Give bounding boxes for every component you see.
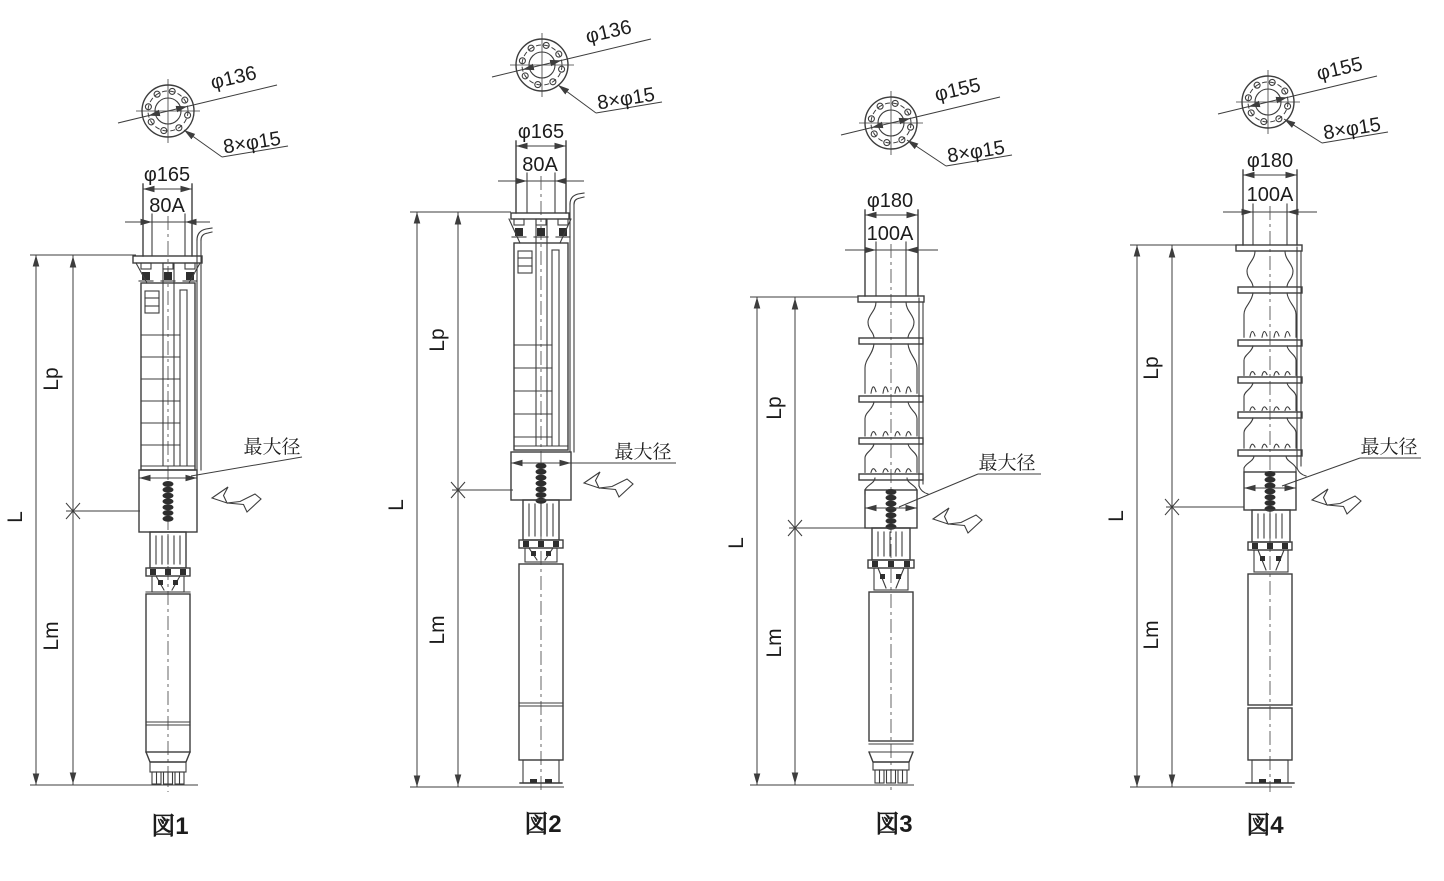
flow-direction-icon bbox=[933, 508, 982, 533]
bolt-pattern-label: 8×φ15 bbox=[945, 136, 1007, 168]
flange-top-view bbox=[492, 16, 662, 114]
pump-length-label: Lp bbox=[426, 328, 449, 352]
outlet-diameter-label: φ165 bbox=[517, 121, 565, 143]
power-cable-coil bbox=[536, 463, 547, 504]
flange-top-view bbox=[118, 62, 288, 158]
flange-diameter-label: φ136 bbox=[208, 62, 259, 95]
figure-caption: 図4 bbox=[1246, 812, 1284, 839]
total-length-label: L bbox=[1105, 510, 1128, 522]
bore-size-label: 100A bbox=[1246, 184, 1294, 206]
suction-strainer bbox=[150, 532, 186, 568]
figure-2 bbox=[385, 16, 676, 838]
bore-size-label: 80A bbox=[522, 154, 558, 176]
figure-4 bbox=[1105, 53, 1421, 839]
power-cable-coil bbox=[1265, 471, 1276, 512]
suction-strainer bbox=[1252, 510, 1290, 542]
bolt-pattern-label: 8×φ15 bbox=[1321, 113, 1383, 145]
bolt-pattern-label: 8×φ15 bbox=[221, 127, 283, 159]
outlet-diameter-label: φ180 bbox=[866, 190, 914, 212]
cable-guard bbox=[1297, 247, 1306, 476]
power-cable-coil bbox=[163, 481, 174, 522]
motor-body bbox=[1246, 574, 1294, 787]
total-length-label: L bbox=[4, 511, 27, 523]
flange-top-view bbox=[841, 74, 1012, 167]
outlet-diameter-label: φ180 bbox=[1246, 150, 1294, 172]
motor-length-label: Lm bbox=[1140, 620, 1163, 650]
pump-length-label: Lp bbox=[763, 396, 786, 420]
max-diameter-label: 最大径 bbox=[1360, 437, 1418, 458]
outlet-dimensions bbox=[1223, 150, 1317, 212]
motor-length-label: Lm bbox=[40, 621, 63, 651]
flow-direction-icon bbox=[1312, 489, 1361, 514]
power-cable-coil bbox=[886, 489, 897, 530]
cable-guard bbox=[570, 193, 584, 452]
max-diameter-label: 最大径 bbox=[978, 453, 1036, 474]
length-dimensions bbox=[725, 297, 914, 785]
motor-length-label: Lm bbox=[426, 615, 449, 645]
flange-diameter-label: φ155 bbox=[932, 74, 983, 107]
figure-caption: 図2 bbox=[524, 811, 562, 838]
suction-strainer bbox=[523, 500, 559, 540]
bolt-pattern-label: 8×φ15 bbox=[595, 83, 657, 115]
flange-top-view bbox=[1218, 53, 1388, 144]
figure-1 bbox=[4, 62, 302, 840]
figure-caption: 図3 bbox=[875, 811, 913, 838]
hold-down-bolts bbox=[139, 263, 197, 281]
flange-diameter-label: φ155 bbox=[1314, 53, 1365, 86]
motor-length-label: Lm bbox=[763, 628, 786, 658]
flange-diameter-label: φ136 bbox=[583, 16, 634, 49]
pump-elevation bbox=[509, 141, 584, 792]
flow-direction-icon bbox=[584, 472, 633, 497]
bore-size-label: 100A bbox=[866, 223, 914, 245]
outlet-dimensions bbox=[125, 164, 210, 222]
outlet-dimensions bbox=[845, 190, 938, 250]
outlet-diameter-label: φ165 bbox=[143, 164, 191, 186]
casing-ribs bbox=[514, 345, 552, 437]
pump-elevation bbox=[133, 184, 212, 792]
figure-3 bbox=[725, 74, 1041, 838]
figure-caption: 図1 bbox=[151, 813, 189, 840]
bore-size-label: 80A bbox=[149, 195, 185, 217]
total-length-label: L bbox=[385, 499, 408, 511]
outlet-dimensions bbox=[498, 121, 584, 181]
pump-length-label: Lp bbox=[40, 367, 63, 391]
max-diameter-label: 最大径 bbox=[243, 437, 301, 458]
total-length-label: L bbox=[725, 537, 748, 549]
pump-elevation bbox=[858, 210, 928, 792]
max-diameter-label: 最大径 bbox=[614, 442, 672, 463]
pump-length-label: Lp bbox=[1140, 356, 1163, 380]
flow-direction-icon bbox=[212, 487, 261, 512]
